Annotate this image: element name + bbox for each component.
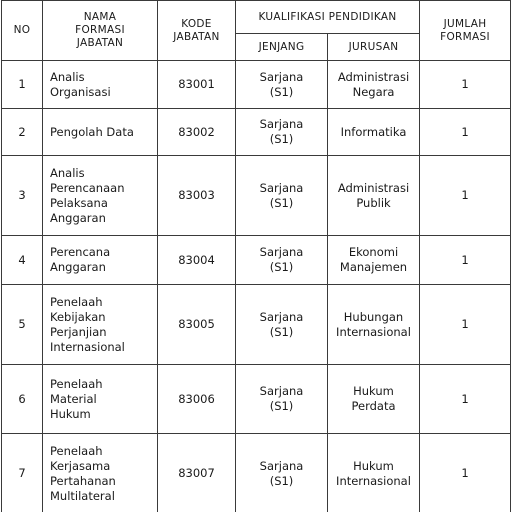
- cell-jenjang-text: Sarjana (S1): [259, 180, 304, 210]
- header-row-top: [2, 1, 511, 34]
- cell-no: 5: [2, 285, 43, 365]
- header-nama-line: FORMASI: [75, 24, 125, 36]
- cell-no: 4: [2, 236, 43, 285]
- cell-jenjang-text: Sarjana (S1): [259, 69, 304, 99]
- cell-nama: [43, 434, 158, 512]
- cell-jurusan: [328, 285, 420, 365]
- cell-nama: [43, 156, 158, 236]
- cell-jumlah: 1: [420, 61, 511, 109]
- cell-nama-text: Penelaah Kebijakan Perjanjian Internasional: [50, 294, 125, 354]
- cell-jenjang-text: Sarjana (S1): [259, 458, 304, 488]
- cell-nama: [43, 285, 158, 365]
- cell-kode: 83002: [158, 109, 236, 156]
- cell-no: 1: [2, 61, 43, 109]
- table-row: [2, 365, 511, 434]
- cell-jenjang-text: Sarjana (S1): [259, 245, 304, 274]
- cell-nama-text: Pengolah Data: [50, 124, 134, 139]
- cell-no: 6: [2, 365, 43, 434]
- header-nama-line: JABATAN: [76, 37, 124, 49]
- cell-nama: [43, 61, 158, 109]
- cell-jurusan: [328, 156, 420, 236]
- cell-nama-text: Perencana Anggaran: [50, 245, 111, 274]
- cell-jenjang: [236, 285, 328, 365]
- cell-nama-text: Analis Organisasi: [50, 69, 111, 99]
- cell-jurusan: [328, 434, 420, 512]
- table-row: [2, 285, 511, 365]
- cell-jurusan-text: Informatika: [340, 124, 407, 139]
- cell-nama: [43, 365, 158, 434]
- cell-jurusan: [328, 365, 420, 434]
- cell-jurusan: [328, 109, 420, 156]
- cell-kode: 83005: [158, 285, 236, 365]
- cell-jenjang: [236, 434, 328, 512]
- header-kode-line: KODE: [181, 17, 212, 30]
- cell-jumlah: 1: [420, 365, 511, 434]
- table-row: [2, 236, 511, 285]
- cell-jenjang: [236, 109, 328, 156]
- header-jenjang: JENJANG: [236, 34, 328, 61]
- cell-jumlah: 1: [420, 434, 511, 512]
- cell-nama: [43, 236, 158, 285]
- cell-jenjang: [236, 156, 328, 236]
- cell-jumlah: 1: [420, 236, 511, 285]
- header-no: NO: [2, 1, 43, 61]
- header-kode-jabatan: [158, 1, 236, 61]
- cell-jurusan-text: Administrasi Publik: [337, 180, 410, 210]
- cell-jurusan-text: Ekonomi Manajemen: [339, 245, 408, 274]
- cell-jurusan-text: Hukum Internasional: [336, 458, 411, 488]
- cell-nama-text: Penelaah Material Hukum: [50, 376, 103, 421]
- cell-kode: 83004: [158, 236, 236, 285]
- cell-kode: 83003: [158, 156, 236, 236]
- header-jumlah-formasi: [420, 1, 511, 61]
- table-row: [2, 61, 511, 109]
- cell-jurusan: [328, 61, 420, 109]
- header-nama-formasi-jabatan: [43, 1, 158, 61]
- header-nama-line: NAMA: [83, 11, 117, 23]
- cell-jumlah: 1: [420, 156, 511, 236]
- cell-jurusan-text: Administrasi Negara: [337, 69, 410, 99]
- cell-nama-text: Analis Perencanaan Pelaksana Anggaran: [50, 165, 125, 225]
- cell-no: 2: [2, 109, 43, 156]
- cell-jurusan-text: Hubungan Internasional: [336, 309, 411, 339]
- cell-jenjang: [236, 236, 328, 285]
- cell-jenjang: [236, 365, 328, 434]
- cell-jurusan-text: Hukum Perdata: [351, 384, 396, 413]
- formasi-table: [1, 0, 511, 512]
- cell-jenjang-text: Sarjana (S1): [259, 309, 304, 339]
- table-row: [2, 434, 511, 512]
- cell-no: 7: [2, 434, 43, 512]
- cell-jumlah: 1: [420, 285, 511, 365]
- cell-jenjang: [236, 61, 328, 109]
- cell-nama: [43, 109, 158, 156]
- cell-kode: 83007: [158, 434, 236, 512]
- header-kode-line: JABATAN: [173, 30, 220, 43]
- table-row: [2, 109, 511, 156]
- cell-nama-text: Penelaah Kerjasama Pertahanan Multilateral: [50, 443, 116, 503]
- cell-jumlah: 1: [420, 109, 511, 156]
- cell-jenjang-text: Sarjana (S1): [259, 384, 304, 413]
- cell-no: 3: [2, 156, 43, 236]
- cell-kode: 83001: [158, 61, 236, 109]
- header-kualifikasi-pendidikan: KUALIFIKASI PENDIDIKAN: [236, 1, 420, 34]
- table-row: [2, 156, 511, 236]
- cell-jenjang-text: Sarjana (S1): [259, 117, 304, 146]
- header-jumlah-line: FORMASI: [440, 30, 490, 43]
- cell-jurusan: [328, 236, 420, 285]
- header-jumlah-line: JUMLAH: [443, 17, 487, 30]
- header-jurusan: JURUSAN: [328, 34, 420, 61]
- cell-kode: 83006: [158, 365, 236, 434]
